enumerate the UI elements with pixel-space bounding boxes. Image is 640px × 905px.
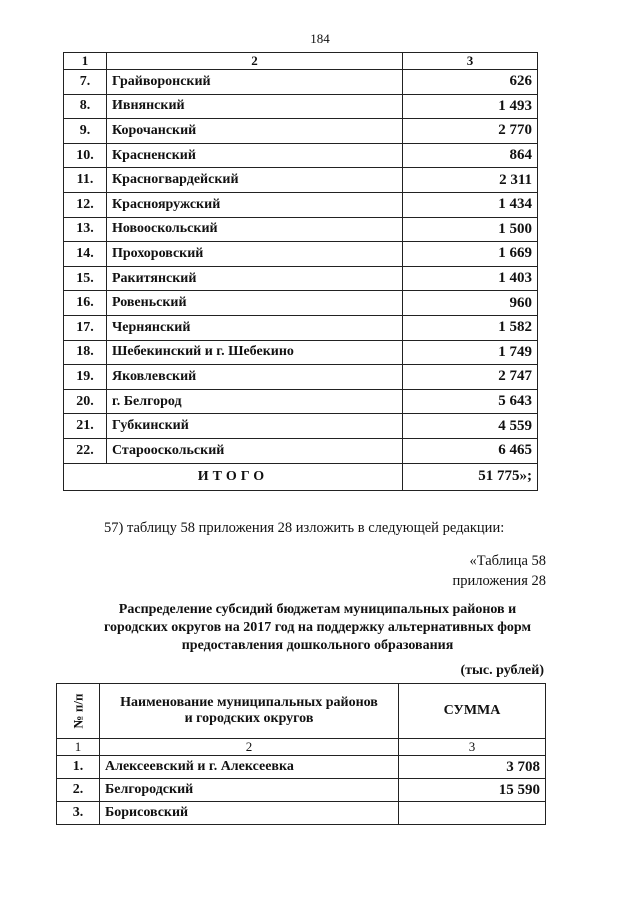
header-name-line2: и городских округов — [184, 711, 314, 726]
table-header-row — [57, 684, 546, 739]
column-number-row — [57, 739, 546, 756]
row-name: Прохоровский — [107, 242, 403, 267]
row-name: Краснояружский — [107, 192, 403, 217]
table-row — [64, 414, 538, 439]
table-row — [64, 94, 538, 119]
row-value: 864 — [403, 143, 538, 168]
table-row — [64, 438, 538, 463]
row-value: 15 590 — [399, 779, 546, 802]
table-title-line2: городских округов на 2017 год на поддержку альтернативных форм — [103, 620, 532, 635]
row-name: Красногвардейский — [107, 168, 403, 193]
row-number: 12. — [64, 192, 107, 217]
table-row — [64, 242, 538, 267]
units-label: (тыс. рублей) — [460, 663, 544, 678]
table-row — [64, 266, 538, 291]
row-name: Белгородский — [100, 779, 399, 802]
row-name: Шебекинский и г. Шебекино — [107, 340, 403, 365]
row-value: 1 749 — [403, 340, 538, 365]
total-row — [64, 463, 538, 490]
row-value: 1 493 — [403, 94, 538, 119]
row-number: 18. — [64, 340, 107, 365]
row-number: 19. — [64, 365, 107, 390]
row-value: 5 643 — [403, 389, 538, 414]
row-name: Ракитянский — [107, 266, 403, 291]
table-row — [64, 119, 538, 144]
row-value — [399, 802, 546, 825]
row-value: 6 465 — [403, 438, 538, 463]
table-reference-line2: приложения 28 — [452, 573, 546, 589]
col-header-1: 1 — [64, 53, 107, 70]
row-value: 960 — [403, 291, 538, 316]
row-number: 14. — [64, 242, 107, 267]
row-number: 2. — [57, 779, 100, 802]
row-number: 3. — [57, 802, 100, 825]
row-value: 1 582 — [403, 315, 538, 340]
table-row — [64, 365, 538, 390]
total-value: 51 775»; — [403, 463, 538, 490]
row-name: Ивнянский — [107, 94, 403, 119]
table-row — [64, 340, 538, 365]
row-name: Красненский — [107, 143, 403, 168]
row-name: Губкинский — [107, 414, 403, 439]
header-name-line1: Наименование муниципальных районов — [120, 695, 378, 710]
header-sum: СУММА — [399, 684, 546, 739]
header-number — [57, 684, 100, 739]
row-name: Чернянский — [107, 315, 403, 340]
table-row — [57, 802, 546, 825]
table-row — [64, 192, 538, 217]
table-title-line1: Распределение субсидий бюджетам муниципальных районов и — [118, 602, 517, 617]
row-number: 8. — [64, 94, 107, 119]
row-number: 7. — [64, 70, 107, 95]
row-value: 2 770 — [403, 119, 538, 144]
table-row — [57, 756, 546, 779]
row-value: 1 669 — [403, 242, 538, 267]
row-number: 10. — [64, 143, 107, 168]
col-header-2: 2 — [107, 53, 403, 70]
row-value: 2 747 — [403, 365, 538, 390]
row-name: Ровеньский — [107, 291, 403, 316]
table-title-line3: предоставления дошкольного образования — [181, 638, 454, 653]
row-value: 626 — [403, 70, 538, 95]
row-value: 3 708 — [399, 756, 546, 779]
col-number-3: 3 — [399, 739, 546, 756]
table-row — [64, 143, 538, 168]
municipal-table-continued — [63, 52, 538, 491]
table-header-row — [64, 53, 538, 70]
row-value: 1 434 — [403, 192, 538, 217]
row-number: 20. — [64, 389, 107, 414]
row-name: Новооскольский — [107, 217, 403, 242]
row-number: 17. — [64, 315, 107, 340]
table-row — [64, 291, 538, 316]
header-name — [100, 684, 399, 739]
amendment-paragraph: 57) таблицу 58 приложения 28 изложить в следующей редакции: — [104, 520, 505, 536]
row-value: 1 500 — [403, 217, 538, 242]
table-row — [64, 168, 538, 193]
row-name: Алексеевский и г. Алексеевка — [100, 756, 399, 779]
row-name: Корочанский — [107, 119, 403, 144]
table-row — [64, 389, 538, 414]
subsidy-table — [56, 683, 546, 825]
table-row — [64, 315, 538, 340]
table-row — [64, 70, 538, 95]
col-number-2: 2 — [100, 739, 399, 756]
table-title — [60, 601, 575, 655]
col-header-3: 3 — [403, 53, 538, 70]
page-number: 184 — [310, 31, 330, 46]
row-name: Грайворонский — [107, 70, 403, 95]
col-number-1: 1 — [57, 739, 100, 756]
row-name: Яковлевский — [107, 365, 403, 390]
total-label: ИТОГО — [64, 463, 403, 490]
table-reference — [453, 551, 546, 591]
row-number: 22. — [64, 438, 107, 463]
row-name: Борисовский — [100, 802, 399, 825]
row-number: 16. — [64, 291, 107, 316]
row-number: 13. — [64, 217, 107, 242]
row-name: Старооскольский — [107, 438, 403, 463]
row-number: 1. — [57, 756, 100, 779]
row-value: 2 311 — [403, 168, 538, 193]
row-number: 15. — [64, 266, 107, 291]
row-number: 9. — [64, 119, 107, 144]
row-value: 1 403 — [403, 266, 538, 291]
table-reference-line1: «Таблица 58 — [469, 553, 546, 569]
row-name: г. Белгород — [107, 389, 403, 414]
row-value: 4 559 — [403, 414, 538, 439]
header-number-label: № п/п — [70, 693, 85, 728]
table-row — [64, 217, 538, 242]
row-number: 21. — [64, 414, 107, 439]
row-number: 11. — [64, 168, 107, 193]
table-row — [57, 779, 546, 802]
